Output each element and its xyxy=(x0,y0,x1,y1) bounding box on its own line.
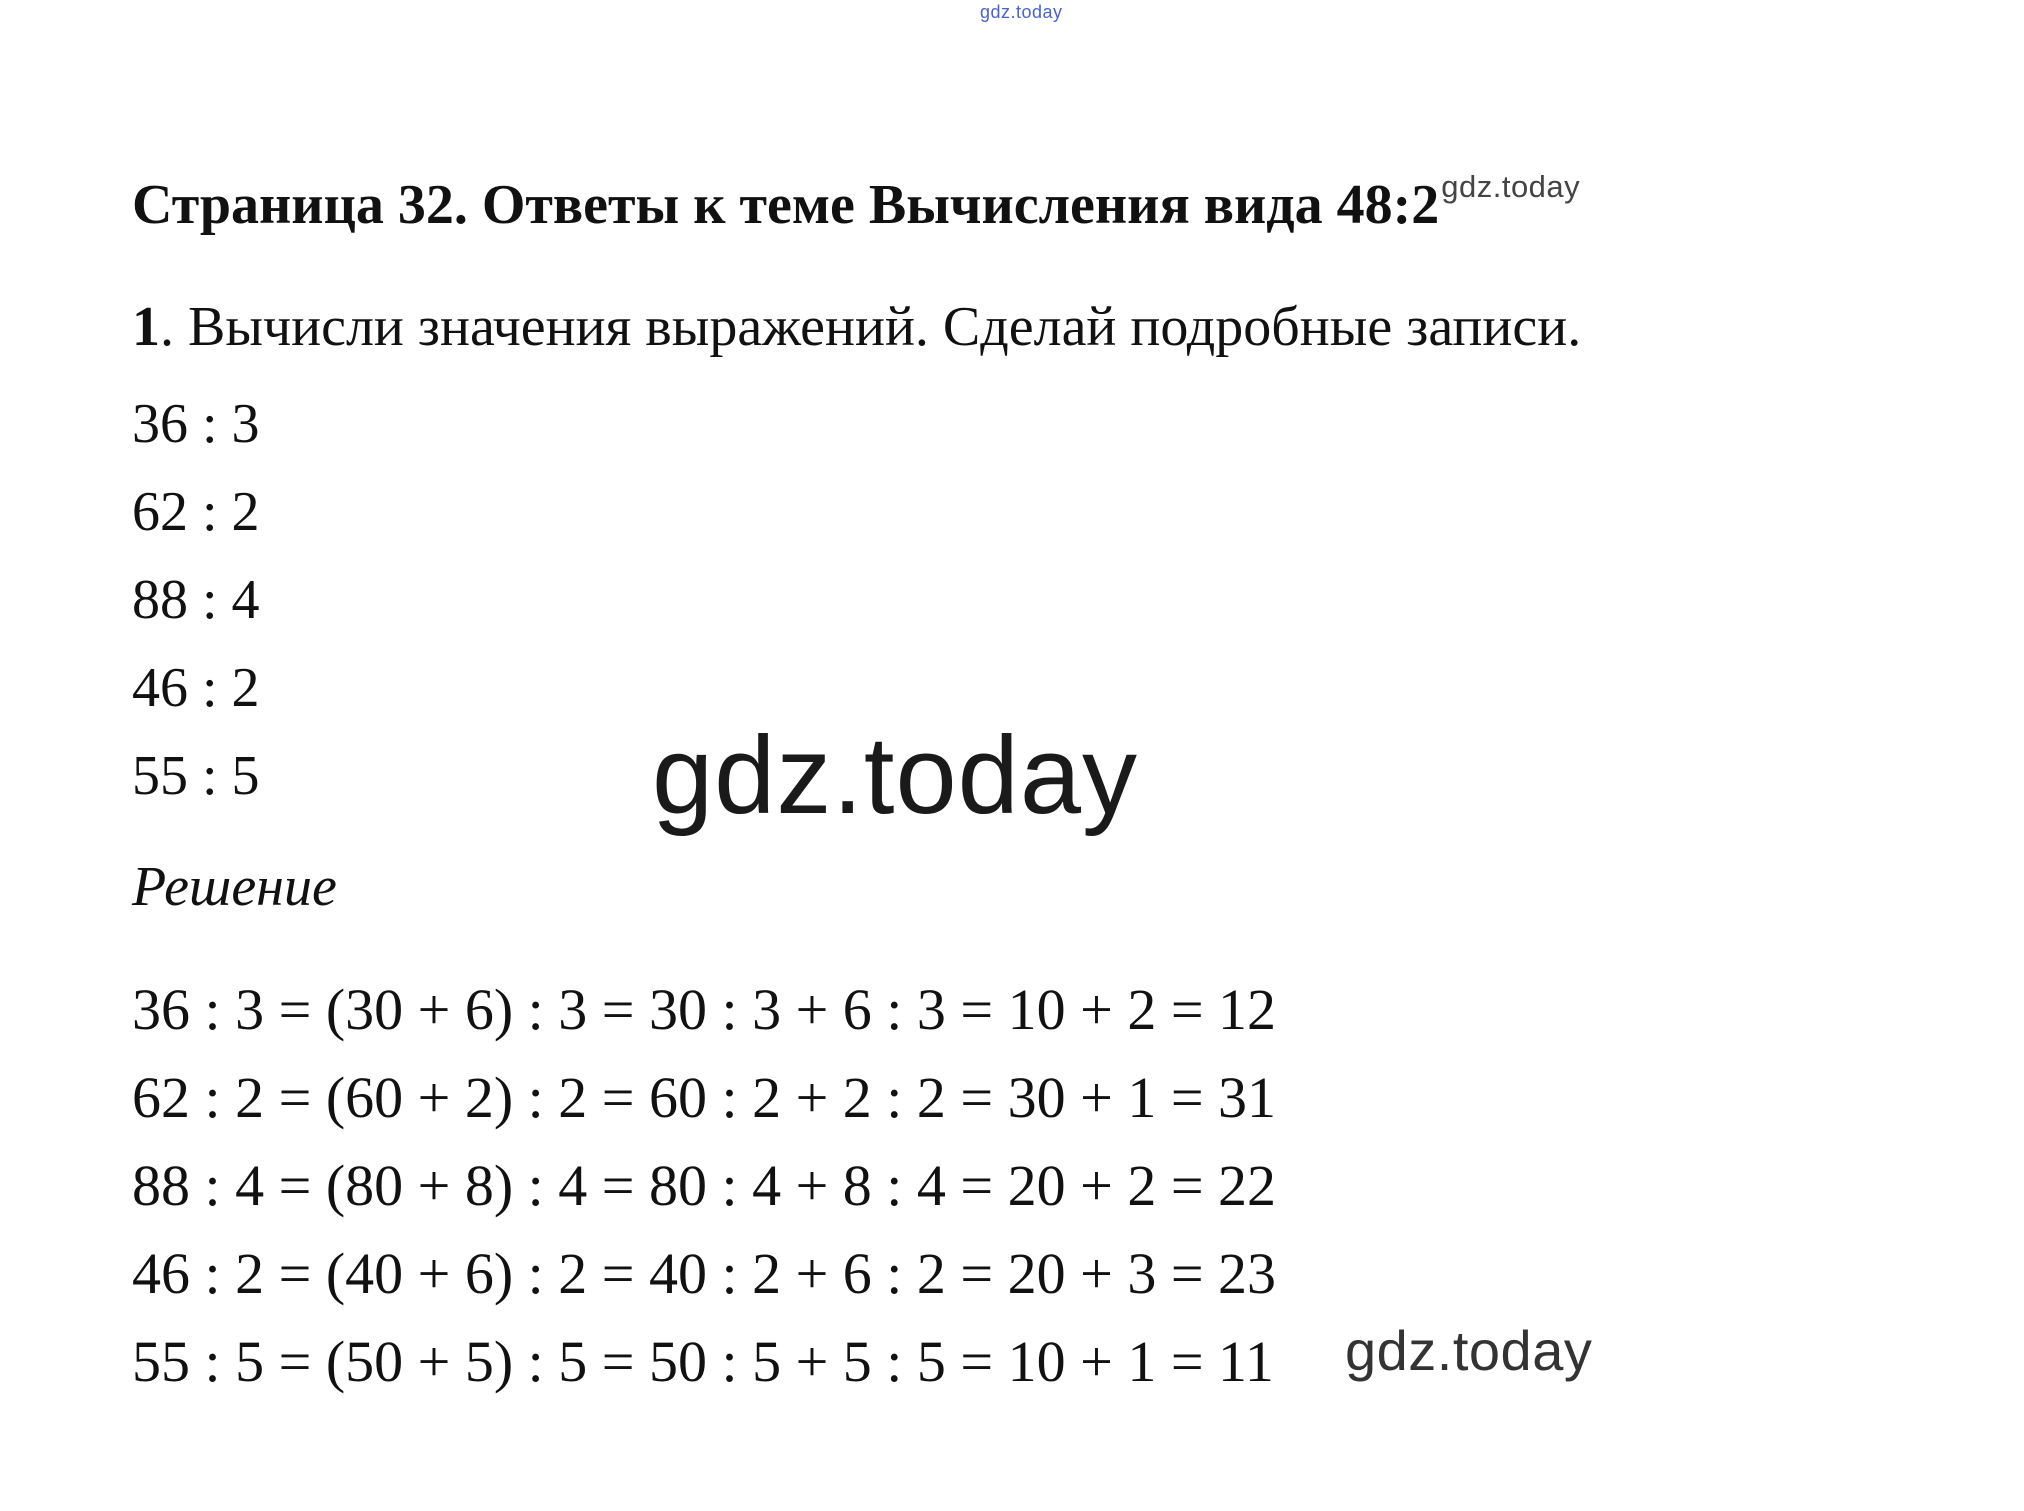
problem-item: 36 : 3 xyxy=(132,393,260,455)
watermark-center: gdz.today xyxy=(652,714,1139,837)
problem-item: 46 : 2 xyxy=(132,657,260,719)
solution-list xyxy=(132,966,1276,1406)
solution-heading: Решение xyxy=(132,856,337,918)
problem-item: 55 : 5 xyxy=(132,745,260,807)
solution-line: 62 : 2 = (60 + 2) : 2 = 60 : 2 + 2 : 2 = 30 + 1 = 31 xyxy=(132,1065,1277,1130)
title-watermark: gdz.today xyxy=(1441,169,1581,204)
problem-list xyxy=(132,380,260,820)
task-number: 1 xyxy=(132,296,160,358)
task-text: . Вычисли значения выражений. Сделай подробные записи. xyxy=(160,296,1582,358)
task-statement xyxy=(132,292,1581,362)
solution-line: 88 : 4 = (80 + 8) : 4 = 80 : 4 + 8 : 4 = 20 + 2 = 22 xyxy=(132,1153,1277,1218)
watermark-top: gdz.today xyxy=(980,2,1063,22)
page-title-text: Страница 32. Ответы к теме Вычисления вида 48:2 xyxy=(132,174,1440,236)
problem-item: 88 : 4 xyxy=(132,569,260,631)
watermark-bottom: gdz.today xyxy=(1345,1319,1593,1382)
solution-line: 46 : 2 = (40 + 6) : 2 = 40 : 2 + 6 : 2 = 20 + 3 = 23 xyxy=(132,1241,1277,1306)
solution-line: 55 : 5 = (50 + 5) : 5 = 50 : 5 + 5 : 5 = 10 + 1 = 11 xyxy=(132,1329,1274,1394)
page-title xyxy=(132,152,1580,240)
solution-line: 36 : 3 = (30 + 6) : 3 = 30 : 3 + 6 : 3 = 10 + 2 = 12 xyxy=(132,977,1277,1042)
problem-item: 62 : 2 xyxy=(132,481,260,543)
